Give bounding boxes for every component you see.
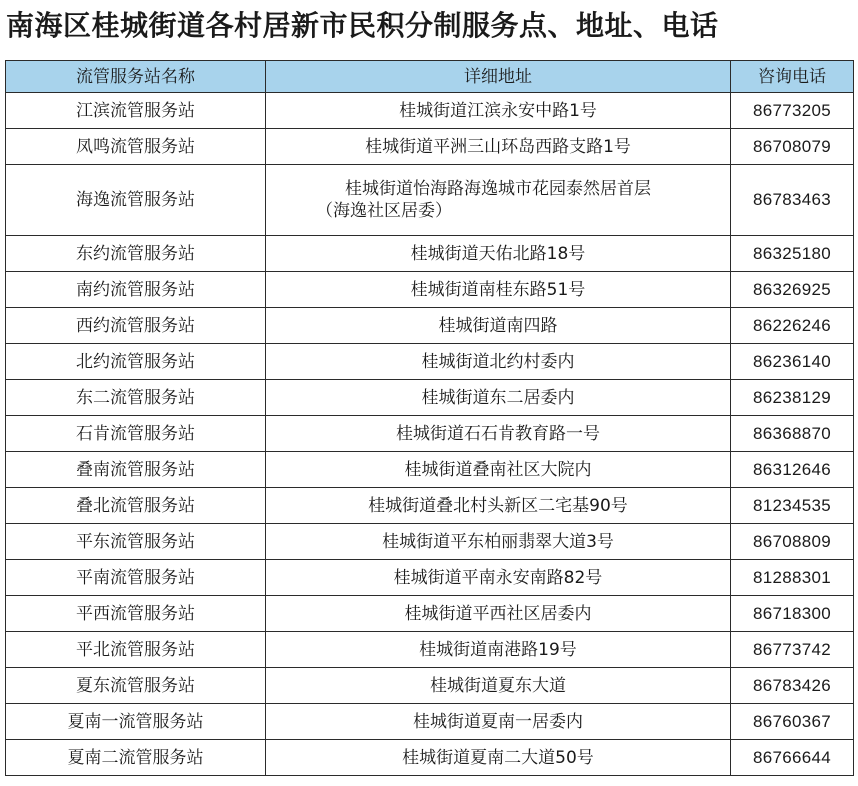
station-name-cell: 江滨流管服务站 <box>6 93 266 129</box>
address-cell: 桂城街道东二居委内 <box>266 380 731 416</box>
phone-cell: 86783426 <box>731 668 854 704</box>
address-cell: 桂城街道石石肯教育路一号 <box>266 416 731 452</box>
table-row <box>6 524 854 560</box>
phone-cell: 86238129 <box>731 380 854 416</box>
service-station-table <box>5 60 854 776</box>
column-header-phone: 咨询电话 <box>731 61 854 93</box>
table-row <box>6 596 854 632</box>
address-cell: 桂城街道平南永安南路82号 <box>266 560 731 596</box>
station-name-cell: 平北流管服务站 <box>6 632 266 668</box>
phone-cell: 86773205 <box>731 93 854 129</box>
table-row <box>6 272 854 308</box>
phone-cell: 86708079 <box>731 129 854 165</box>
column-header-address: 详细地址 <box>266 61 731 93</box>
phone-cell: 86326925 <box>731 272 854 308</box>
station-name-cell: 海逸流管服务站 <box>6 165 266 236</box>
phone-cell: 86236140 <box>731 344 854 380</box>
phone-cell: 81234535 <box>731 488 854 524</box>
address-cell: 桂城街道叠北村头新区二宅基90号 <box>266 488 731 524</box>
station-name-cell: 东约流管服务站 <box>6 236 266 272</box>
phone-cell: 86226246 <box>731 308 854 344</box>
table-header-row <box>6 61 854 93</box>
station-name-cell: 夏东流管服务站 <box>6 668 266 704</box>
address-cell: 桂城街道南桂东路51号 <box>266 272 731 308</box>
table-row <box>6 560 854 596</box>
table-row <box>6 380 854 416</box>
station-name-cell: 石肯流管服务站 <box>6 416 266 452</box>
station-name-cell: 叠南流管服务站 <box>6 452 266 488</box>
station-name-cell: 西约流管服务站 <box>6 308 266 344</box>
phone-cell: 86312646 <box>731 452 854 488</box>
station-name-cell: 东二流管服务站 <box>6 380 266 416</box>
page-title: 南海区桂城街道各村居新市民积分制服务点、地址、电话 <box>6 9 719 42</box>
address-cell: 桂城街道夏东大道 <box>266 668 731 704</box>
phone-cell: 86766644 <box>731 740 854 776</box>
station-name-cell: 叠北流管服务站 <box>6 488 266 524</box>
station-name-cell: 凤鸣流管服务站 <box>6 129 266 165</box>
address-cell: 桂城街道平东柏丽翡翠大道3号 <box>266 524 731 560</box>
table-row <box>6 704 854 740</box>
table-row <box>6 344 854 380</box>
station-name-cell: 南约流管服务站 <box>6 272 266 308</box>
address-cell <box>266 165 731 236</box>
table-row <box>6 452 854 488</box>
address-cell: 桂城街道天佑北路18号 <box>266 236 731 272</box>
phone-cell: 86708809 <box>731 524 854 560</box>
table-row <box>6 488 854 524</box>
table-row <box>6 740 854 776</box>
station-name-cell: 平西流管服务站 <box>6 596 266 632</box>
table-row <box>6 129 854 165</box>
phone-cell: 86325180 <box>731 236 854 272</box>
address-cell: 桂城街道南港路19号 <box>266 632 731 668</box>
table-row <box>6 236 854 272</box>
phone-cell: 86718300 <box>731 596 854 632</box>
phone-cell: 86783463 <box>731 165 854 236</box>
address-cell: 桂城街道北约村委内 <box>266 344 731 380</box>
address-cell: 桂城街道江滨永安中路1号 <box>266 93 731 129</box>
station-name-cell: 平东流管服务站 <box>6 524 266 560</box>
phone-cell: 86773742 <box>731 632 854 668</box>
station-name-cell: 北约流管服务站 <box>6 344 266 380</box>
station-name-cell: 夏南二流管服务站 <box>6 740 266 776</box>
address-line-2: （海逸社区居委） <box>316 201 452 221</box>
station-name-cell: 平南流管服务站 <box>6 560 266 596</box>
table-row <box>6 165 854 236</box>
address-cell: 桂城街道南四路 <box>266 308 731 344</box>
address-line-1: 桂城街道怡海路海逸城市花园泰然居首层 <box>345 179 651 199</box>
table-row <box>6 668 854 704</box>
table-row <box>6 308 854 344</box>
phone-cell: 86760367 <box>731 704 854 740</box>
address-cell: 桂城街道平洲三山环岛西路支路1号 <box>266 129 731 165</box>
address-cell: 桂城街道叠南社区大院内 <box>266 452 731 488</box>
table-row <box>6 93 854 129</box>
table-row <box>6 632 854 668</box>
table-row <box>6 416 854 452</box>
phone-cell: 81288301 <box>731 560 854 596</box>
station-name-cell: 夏南一流管服务站 <box>6 704 266 740</box>
address-cell: 桂城街道夏南二大道50号 <box>266 740 731 776</box>
phone-cell: 86368870 <box>731 416 854 452</box>
column-header-station-name: 流管服务站名称 <box>6 61 266 93</box>
address-cell: 桂城街道平西社区居委内 <box>266 596 731 632</box>
address-cell: 桂城街道夏南一居委内 <box>266 704 731 740</box>
